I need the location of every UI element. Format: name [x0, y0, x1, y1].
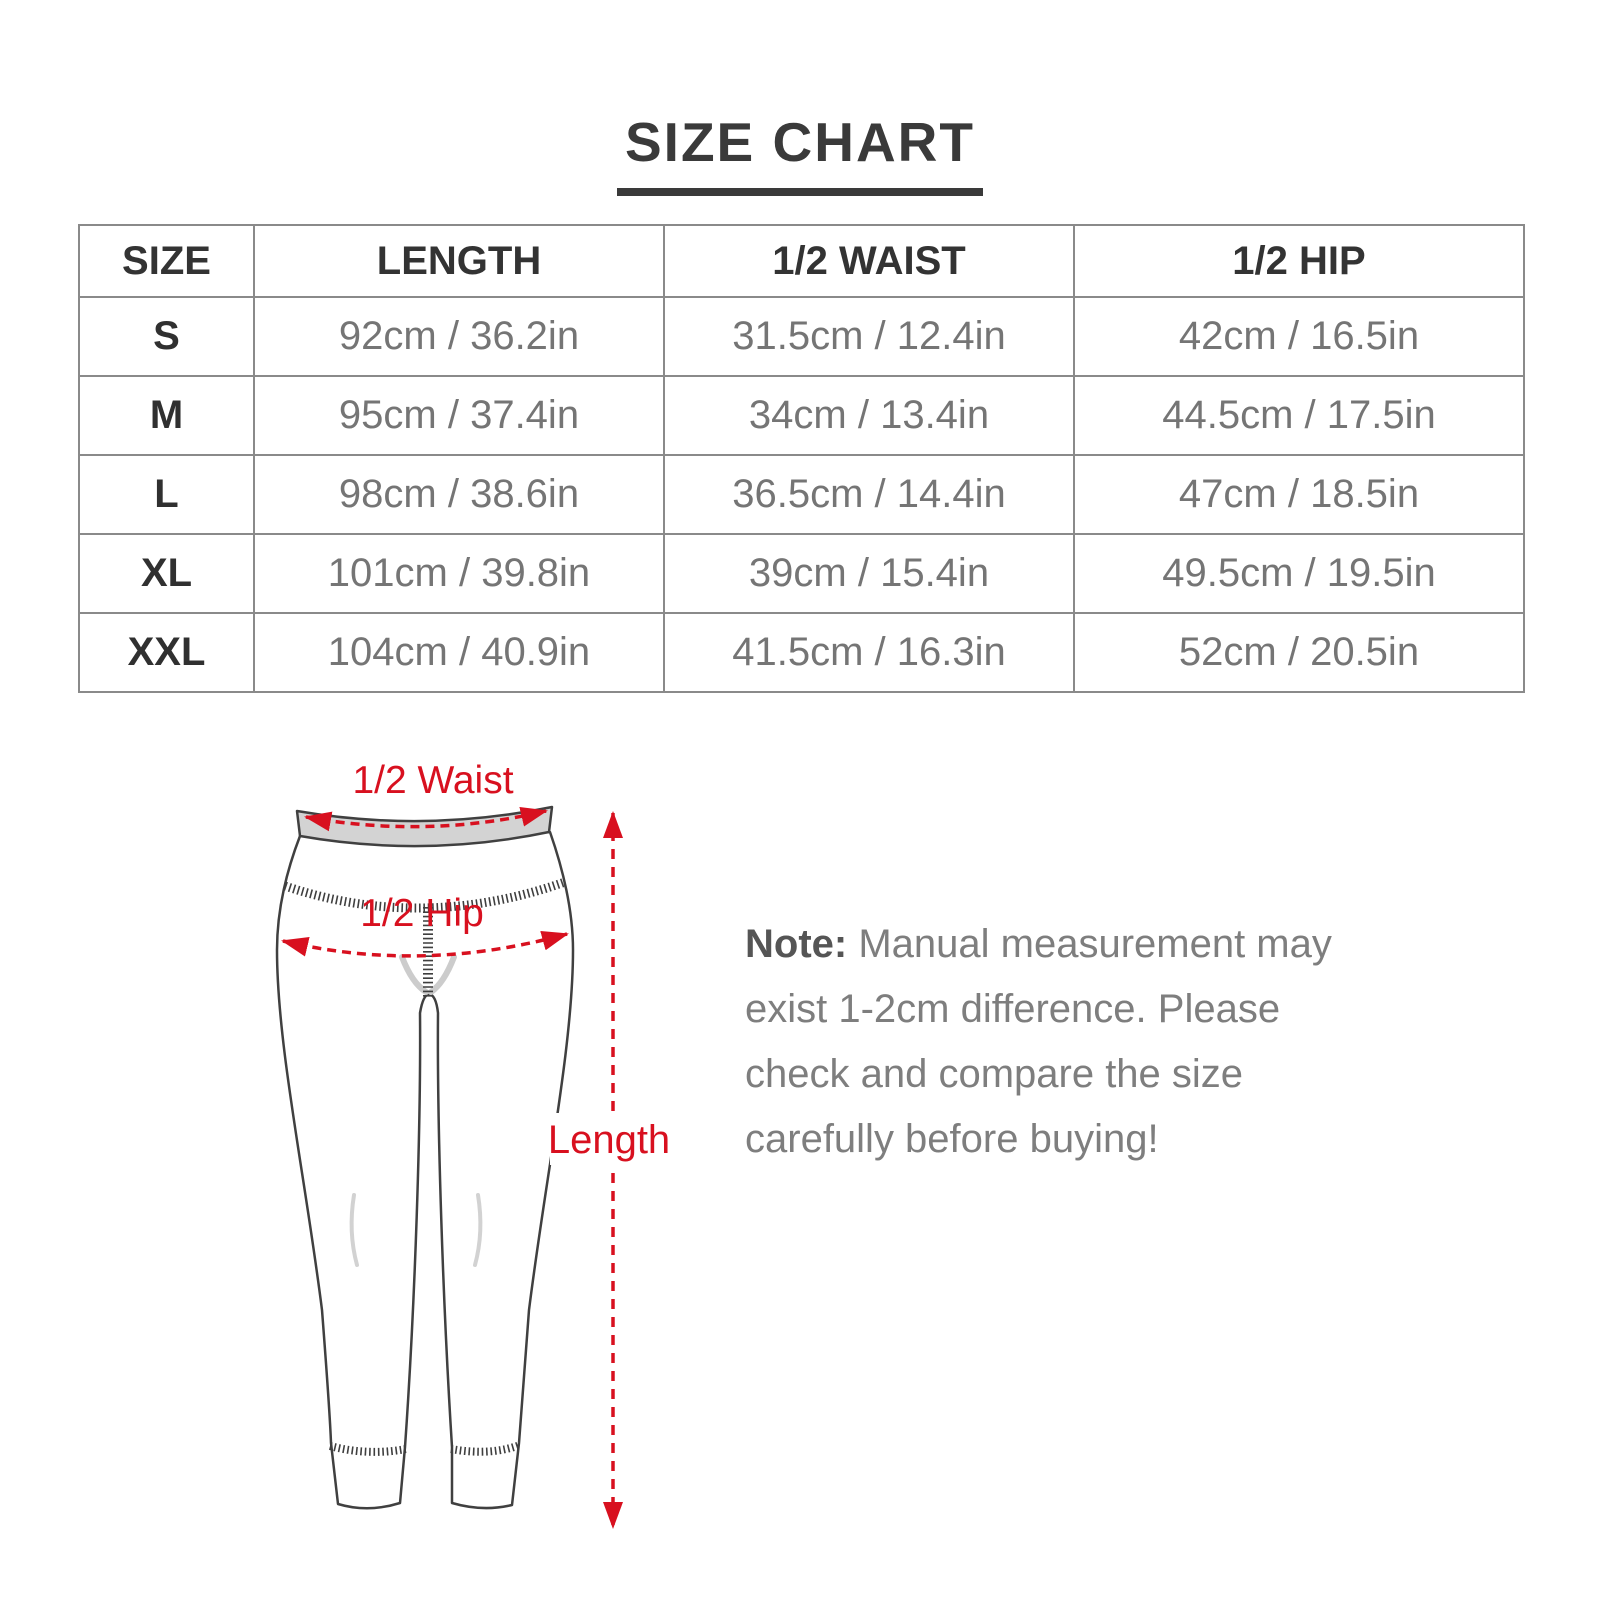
cell-length: 92cm / 36.2in	[254, 297, 664, 376]
cell-hip: 42cm / 16.5in	[1074, 297, 1524, 376]
cell-length: 104cm / 40.9in	[254, 613, 664, 692]
column-header-hip: 1/2 HIP	[1074, 225, 1524, 297]
cell-waist: 36.5cm / 14.4in	[664, 455, 1074, 534]
cell-length: 101cm / 39.8in	[254, 534, 664, 613]
table-row	[79, 613, 1524, 692]
table-row	[79, 534, 1524, 613]
waist-label: 1/2 Waist	[352, 759, 514, 802]
cell-waist: 31.5cm / 12.4in	[664, 297, 1074, 376]
length-label: Length	[547, 1118, 671, 1162]
hip-label: 1/2 Hip	[360, 892, 484, 935]
size-table	[78, 224, 1525, 693]
cell-hip: 44.5cm / 17.5in	[1074, 376, 1524, 455]
table-header-row	[79, 225, 1524, 297]
cell-waist: 41.5cm / 16.3in	[664, 613, 1074, 692]
table-row	[79, 297, 1524, 376]
cell-hip: 47cm / 18.5in	[1074, 455, 1524, 534]
cell-size: L	[79, 455, 254, 534]
table-row	[79, 455, 1524, 534]
note-body: Manual measurement may exist 1-2cm difference. Please check and compare the size carefully before buying!	[745, 922, 1332, 1161]
column-header-length: LENGTH	[254, 225, 664, 297]
cell-hip: 49.5cm / 19.5in	[1074, 534, 1524, 613]
cell-size: M	[79, 376, 254, 455]
column-header-size: SIZE	[79, 225, 254, 297]
column-header-waist: 1/2 WAIST	[664, 225, 1074, 297]
cell-hip: 52cm / 20.5in	[1074, 613, 1524, 692]
cell-length: 95cm / 37.4in	[254, 376, 664, 455]
cell-waist: 39cm / 15.4in	[664, 534, 1074, 613]
cell-length: 98cm / 38.6in	[254, 455, 664, 534]
cell-waist: 34cm / 13.4in	[664, 376, 1074, 455]
page-title: SIZE CHART	[617, 110, 983, 196]
note-text	[745, 912, 1335, 1172]
table-row	[79, 376, 1524, 455]
cell-size: XXL	[79, 613, 254, 692]
cell-size: XL	[79, 534, 254, 613]
note-label: Note:	[745, 922, 848, 966]
leggings-measurement-diagram	[250, 745, 680, 1555]
cell-size: S	[79, 297, 254, 376]
